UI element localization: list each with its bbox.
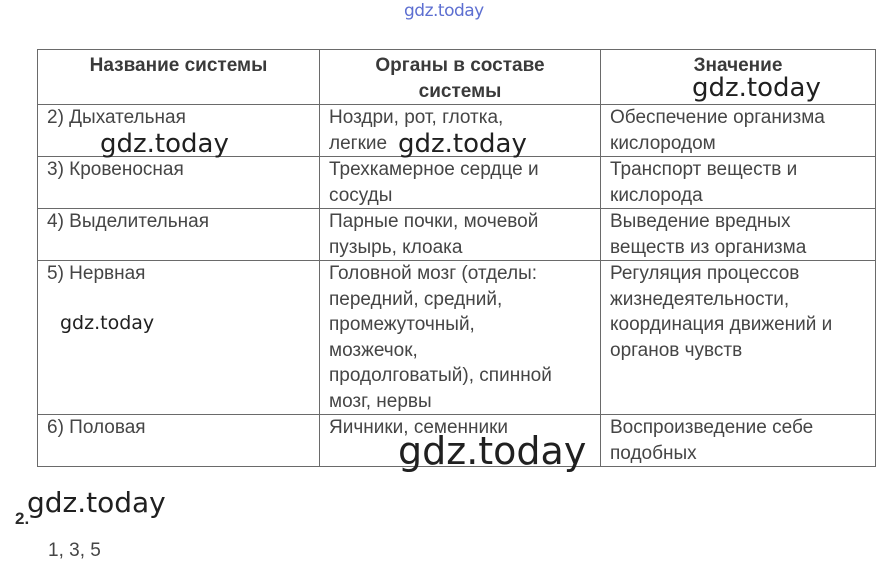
task-number: 2. <box>15 509 30 528</box>
watermark: gdz.today <box>27 486 166 519</box>
cell-meaning: Регуляция процессов жизнедеятельности, координация движений и органов чувств <box>601 261 876 415</box>
cell-system-name: 3) Кровеносная <box>38 157 320 209</box>
watermark: gdz.today <box>60 312 155 334</box>
watermark-top: gdz.today <box>404 1 484 21</box>
cell-organs: Парные почки, мочевой пузырь, клоака <box>320 209 601 261</box>
header-organs: Органы в составе системы <box>320 50 601 105</box>
task-answer: 1, 3, 5 <box>48 540 101 561</box>
cell-system-name: 4) Выделительная <box>38 209 320 261</box>
cell-organs: Трехкамерное сердце и сосуды <box>320 157 601 209</box>
watermark: gdz.today <box>398 129 527 159</box>
cell-meaning: Воспроизведение себе подобных <box>601 415 876 467</box>
cell-system-name: 6) Половая <box>38 415 320 467</box>
cell-organs: Яичники, семенники <box>320 415 601 467</box>
watermark: gdz.today <box>692 73 821 103</box>
header-system-name: Название системы <box>38 50 320 105</box>
cell-meaning: Обеспечение организма кислородом <box>601 105 876 157</box>
table-row <box>38 209 876 261</box>
cell-meaning: Выведение вредных веществ из организма <box>601 209 876 261</box>
table-row <box>38 157 876 209</box>
cell-organs: Ноздри, рот, глотка, легкие <box>320 105 601 157</box>
organ-systems-table <box>37 49 876 467</box>
cell-system-name: 2) Дыхательная <box>38 105 320 157</box>
cell-organs: Головной мозг (отделы: передний, средний, промежуточный, мозжечок, продолговатый), спинной мозг, нервы <box>320 261 601 415</box>
cell-meaning: Транспорт веществ и кислорода <box>601 157 876 209</box>
watermark: gdz.today <box>398 429 587 473</box>
cell-system-name: 5) Нервная <box>38 261 320 415</box>
watermark: gdz.today <box>100 129 229 159</box>
header-meaning: Значение <box>601 50 876 105</box>
table-row <box>38 261 876 415</box>
